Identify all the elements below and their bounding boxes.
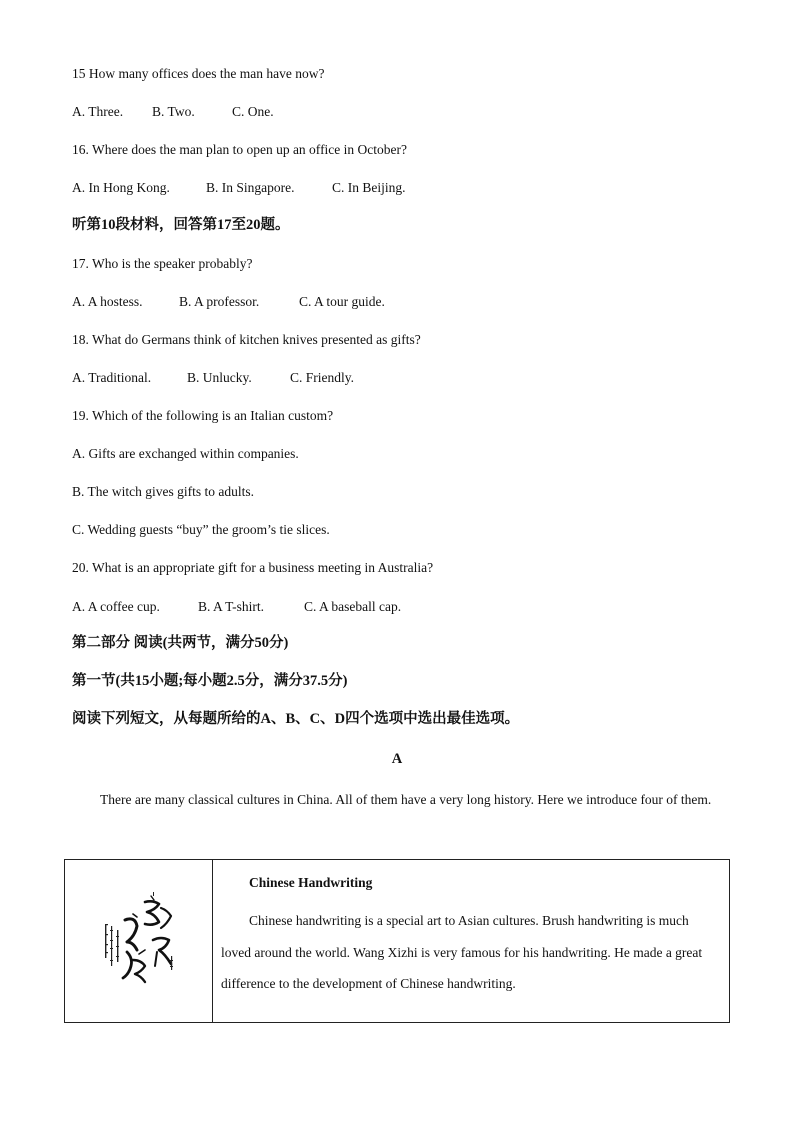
option-a: A. Traditional.: [72, 370, 152, 385]
culture-text-cell: [213, 860, 730, 1023]
option-c: C. A tour guide.: [299, 294, 385, 309]
table-row: [65, 860, 730, 1023]
question-17-stem: 17. Who is the speaker probably?: [72, 256, 253, 271]
option-a: A. In Hong Kong.: [72, 180, 170, 195]
culture-title: Chinese Handwriting: [249, 875, 373, 890]
option-b: B. In Singapore.: [206, 180, 295, 195]
option-a: A. Three.: [72, 104, 124, 119]
question-19-option-b: B. The witch gives gifts to adults.: [72, 484, 254, 499]
section-10-heading: 听第10段材料，回答第17至20题。: [72, 217, 290, 233]
culture-body: Chinese handwriting is a special art to Asian cultures. Brush handwriting is much loved around the world. Wang Xizhi is very famous for his handwriting. He made a great difference to the development of Chinese handwriting.: [221, 913, 703, 991]
calligraphy-image: [87, 890, 187, 990]
option-c: C. Friendly.: [290, 370, 354, 385]
question-16-stem: 16. Where does the man plan to open up an office in October?: [72, 142, 408, 157]
calligraphy-image-cell: [65, 860, 213, 1023]
question-20-stem: 20. What is an appropriate gift for a business meeting in Australia?: [72, 560, 434, 575]
option-c: C. A baseball cap.: [304, 599, 402, 614]
option-a: A. A coffee cup.: [72, 599, 160, 614]
option-b: B. A T-shirt.: [198, 599, 265, 614]
option-c: C. One.: [232, 104, 274, 119]
question-19-option-c: C. Wedding guests “buy” the groom’s tie slices.: [72, 522, 330, 537]
question-19-stem: 19. Which of the following is an Italian custom?: [72, 408, 334, 423]
option-b: B. A professor.: [179, 294, 260, 309]
option-b: B. Two.: [152, 104, 195, 119]
passage-intro: There are many classical cultures in China. All of them have a very long history. Here we introduce four of them.: [100, 792, 712, 807]
culture-table: [64, 859, 730, 1023]
option-a: A. A hostess.: [72, 294, 143, 309]
question-20-options: [72, 600, 401, 614]
passage-label: A: [391, 751, 403, 767]
question-18-stem: 18. What do Germans think of kitchen knives presented as gifts?: [72, 332, 421, 347]
question-18-options: [72, 371, 354, 385]
option-c: C. In Beijing.: [332, 180, 406, 195]
section-one-heading: 第一节(共15小题;每小题2.5分，满分37.5分): [72, 673, 348, 689]
question-15-stem: 15 How many offices does the man have now?: [72, 66, 325, 81]
question-16-options: [72, 181, 406, 195]
question-15-options: [72, 105, 274, 119]
part-two-heading: 第二部分 阅读(共两节，满分50分): [72, 635, 289, 651]
reading-instructions: 阅读下列短文，从每题所给的A、B、C、D四个选项中选出最佳选项。: [72, 711, 520, 727]
option-b: B. Unlucky.: [187, 370, 252, 385]
question-17-options: [72, 295, 385, 309]
question-19-option-a: A. Gifts are exchanged within companies.: [72, 446, 299, 461]
